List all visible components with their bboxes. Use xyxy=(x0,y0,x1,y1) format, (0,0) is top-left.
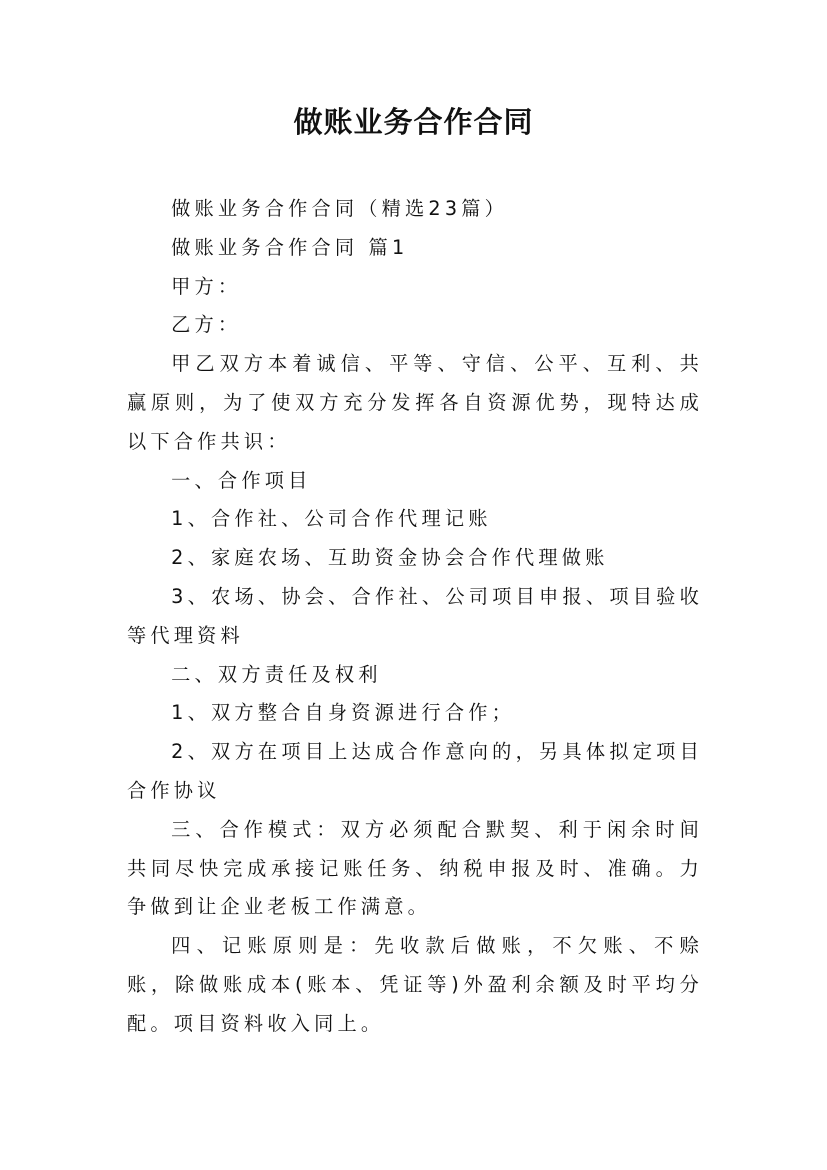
paragraph-accounting-principle: 四、记账原则是：先收款后做账，不欠账、不赊账，除做账成本(账本、凭证等)外盈利余额及时平均分配。项目资料收入同上。 xyxy=(127,934,703,1035)
paragraph-cooperation-mode: 三、合作模式：双方必须配合默契、利于闲余时间共同尽快完成承接记账任务、纳税申报及时、准确。力争做到让企业老板工作满意。 xyxy=(127,817,703,919)
paragraph-intro: 甲乙双方本着诚信、平等、守信、公平、互利、共赢原则，为了使双方充分发挥各自资源优势，现特达成以下合作共识： xyxy=(127,352,703,453)
paragraph-heading-2: 二、双方责任及权利 xyxy=(171,662,382,686)
paragraph-item-1-3: 3、农场、协会、合作社、公司项目申报、项目验收等代理资料 xyxy=(127,584,703,647)
paragraph-item-2-1: 1、双方整合自身资源进行合作； xyxy=(171,701,515,725)
paragraph-party-b: 乙方： xyxy=(171,313,242,337)
paragraph-item-1-1: 1、合作社、公司合作代理记账 xyxy=(171,507,492,531)
paragraph-subtitle: 做账业务合作合同（精选23篇） xyxy=(171,197,509,220)
document-title: 做账业务合作合同 xyxy=(293,105,534,139)
paragraph-item-2-2: 2、双方在项目上达成合作意向的，另具体拟定项目合作协议 xyxy=(127,740,703,802)
paragraph-heading-1: 一、合作项目 xyxy=(171,468,312,492)
document-body xyxy=(127,190,703,1044)
paragraph-item-1-2: 2、家庭农场、互助资金协会合作代理做账 xyxy=(171,546,609,570)
paragraph-section-heading: 做账业务合作合同 篇1 xyxy=(171,235,409,259)
paragraph-party-a: 甲方： xyxy=(171,274,242,298)
